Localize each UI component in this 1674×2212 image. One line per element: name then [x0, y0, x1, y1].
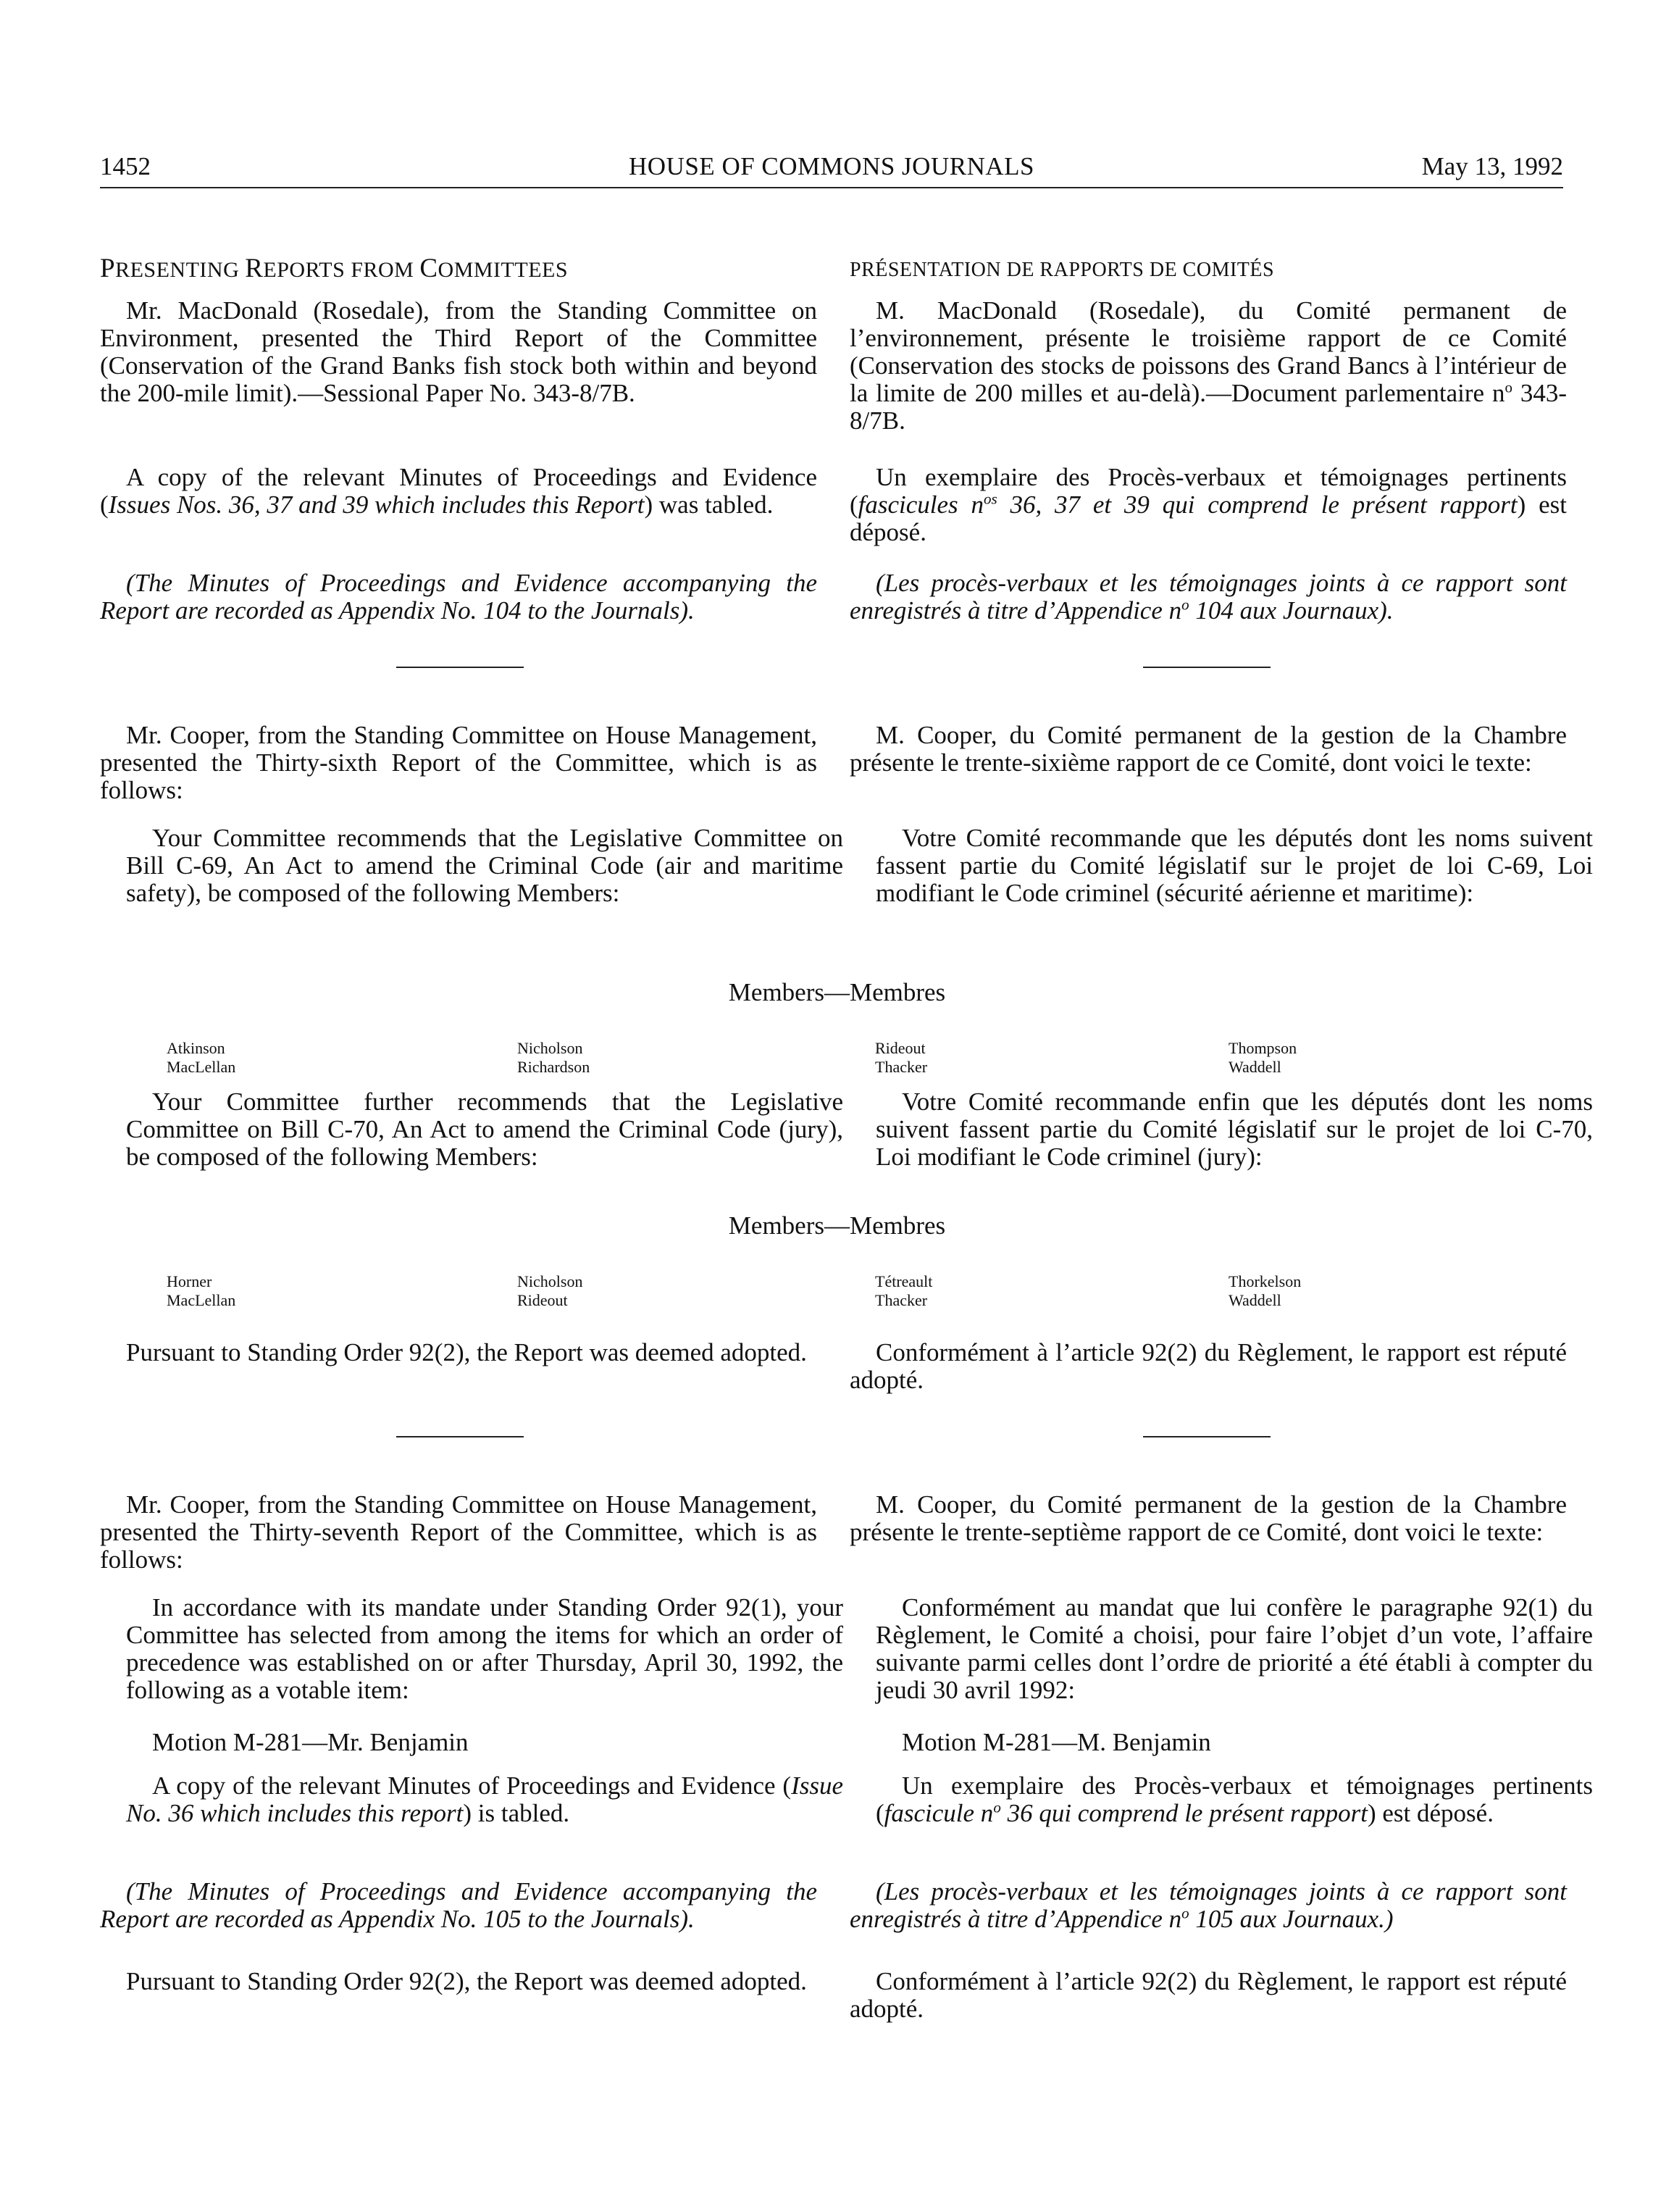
member-name: Rideout: [875, 1039, 926, 1057]
report3-fr-motion: Motion M-281—M. Benjamin: [902, 1728, 1211, 1756]
report2-en-recommendation-2: Your Committee further recommends that the Legislative Committee on Bill C-70, An Act to amend the Criminal Code (jury), be composed of the following Members:: [126, 1088, 843, 1171]
report2-fr-recommendation-1: Votre Comité recommande que les députés dont les noms suivent fassent partie du Comité législatif sur le projet de loi C-69, Loi modifiant le Code criminel (sécurité aérienne et maritime):: [876, 824, 1593, 907]
member-name: Thacker: [875, 1058, 928, 1076]
report1-fr-copy: Un exemplaire des Procès-verbaux et témoignages pertinents (fascicules $n^{os}$ 36, 37 et 39 qui comprend le présent rapport) est déposé.: [850, 463, 1567, 546]
member-name: Thorkelson: [1229, 1272, 1302, 1290]
separator-rule: [1143, 1436, 1271, 1437]
section-heading-en: PRESENTING REPORTS FROM COMMITTEES: [100, 254, 569, 283]
report1-en-copy: A copy of the relevant Minutes of Proceedings and Evidence (Issues Nos. 36, 37 and 39 which includes this Report) was tabled.: [100, 463, 817, 519]
separator-rule: [1143, 667, 1271, 668]
separator-rule: [396, 667, 524, 668]
report3-en-appendix: (The Minutes of Proceedings and Evidence accompanying the Report are recorded as Appendix No. 105 to the Journals).: [100, 1877, 817, 1933]
report3-fr-adopted: Conformément à l’article 92(2) du Règlement, le rapport est réputé adopté.: [850, 1967, 1567, 2023]
report3-fr-intro: M. Cooper, du Comité permanent de la gestion de la Chambre présente le trente-septième rapport de ce Comité, dont voici le texte:: [850, 1490, 1567, 1546]
member-name: Nicholson: [517, 1272, 583, 1290]
member-names-column: [875, 1272, 932, 1310]
report3-fr-mandate: Conformément au mandat que lui confère le paragraphe 92(1) du Règlement, le Comité a choisi, pour faire l’objet d’un vote, l’affaire suivante parmi celles dont l’ordre de priorité a été établi à compter du jeudi 30 avril 1992:: [876, 1593, 1593, 1704]
member-name: Atkinson: [167, 1039, 225, 1057]
report1-fr-main: M. MacDonald (Rosedale), du Comité permanent de l’environnement, présente le troisième rapport de ce Comité (Conservation des stocks de poissons des Grand Bancs à l’intérieur de la limite de 200 milles et au-delà).—Document parlementaire $n^o$ 343-8/7B.: [850, 296, 1567, 435]
report3-en-motion: Motion M-281—Mr. Benjamin: [152, 1728, 469, 1756]
member-names-column: [1229, 1272, 1301, 1310]
section-heading-fr: PRÉSENTATION DE RAPPORTS DE COMITÉS: [850, 259, 1275, 281]
member-name: Waddell: [1229, 1291, 1281, 1309]
member-name: Thompson: [1229, 1039, 1297, 1057]
page-date: May 13, 1992: [1421, 152, 1563, 180]
report3-fr-appendix: (Les procès-verbaux et les témoignages joints à ce rapport sont enregistrés à titre d’Appendice $n^o$ 105 aux Journaux.): [850, 1877, 1567, 1933]
report3-en-intro: Mr. Cooper, from the Standing Committee on House Management, presented the Thirty-seventh Report of the Committee, which is as follows:: [100, 1490, 817, 1574]
member-name: Rideout: [517, 1291, 568, 1309]
member-name: Horner: [167, 1272, 212, 1290]
report2-fr-recommendation-2: Votre Comité recommande enfin que les députés dont les noms suivent fassent partie du Comité législatif sur le projet de loi C-70, Loi modifiant le Code criminel (jury):: [876, 1088, 1593, 1171]
report2-fr-intro: M. Cooper, du Comité permanent de la gestion de la Chambre présente le trente-sixième rapport de ce Comité, dont voici le texte:: [850, 721, 1567, 777]
member-names-column: [517, 1039, 590, 1077]
report3-en-copy: A copy of the relevant Minutes of Proceedings and Evidence (Issue No. 36 which includes this report) is tabled.: [126, 1771, 843, 1827]
report2-en-adopted: Pursuant to Standing Order 92(2), the Report was deemed adopted.: [126, 1338, 807, 1366]
member-name: Nicholson: [517, 1039, 583, 1057]
member-names-column: [875, 1039, 927, 1077]
member-name: MacLellan: [167, 1291, 236, 1309]
report3-en-mandate: In accordance with its mandate under Standing Order 92(1), your Committee has selected from among the items for which an order of precedence was established on or after Thursday, April 30, 1992, the following as a votable item:: [126, 1593, 843, 1704]
page-number: 1452: [100, 152, 151, 180]
report3-en-adopted: Pursuant to Standing Order 92(2), the Report was deemed adopted.: [126, 1967, 807, 1995]
journal-title: HOUSE OF COMMONS JOURNALS: [629, 152, 1034, 180]
member-names-column: [517, 1272, 582, 1310]
member-names-column: [1229, 1039, 1297, 1077]
report2-en-recommendation-1: Your Committee recommends that the Legislative Committee on Bill C-69, An Act to amend the Criminal Code (air and maritime safety), be composed of the following Members:: [126, 824, 843, 907]
member-name: Thacker: [875, 1291, 928, 1309]
page-header: [100, 152, 1563, 187]
report1-fr-appendix: (Les procès-verbaux et les témoignages joints à ce rapport sont enregistrés à titre d’Appendice $n^o$ 104 aux Journaux).: [850, 569, 1567, 625]
member-name: MacLellan: [167, 1058, 236, 1076]
header-rule: [100, 187, 1563, 188]
report3-fr-copy: Un exemplaire des Procès-verbaux et témoignages pertinents (fascicule $n^o$ 36 qui comprend le présent rapport) est déposé.: [876, 1771, 1593, 1827]
report1-en-main: Mr. MacDonald (Rosedale), from the Standing Committee on Environment, presented the Third Report of the Committee (Conservation of the Grand Banks fish stock both within and beyond the 200-mile limit).—Sessional Paper No. 343-8/7B.: [100, 296, 817, 407]
report2-en-intro: Mr. Cooper, from the Standing Committee on House Management, presented the Thirty-sixth Report of the Committee, which is as follows:: [100, 721, 817, 804]
member-name: Richardson: [517, 1058, 590, 1076]
member-name: Waddell: [1229, 1058, 1281, 1076]
members-heading: Members—Membres: [728, 1211, 946, 1240]
members-heading: Members—Membres: [728, 978, 946, 1006]
separator-rule: [396, 1436, 524, 1437]
member-name: Tétreault: [875, 1272, 933, 1290]
report1-en-appendix: (The Minutes of Proceedings and Evidence accompanying the Report are recorded as Appendix No. 104 to the Journals).: [100, 569, 817, 625]
member-names-column: [167, 1039, 235, 1077]
member-names-column: [167, 1272, 235, 1310]
report2-fr-adopted: Conformément à l’article 92(2) du Règlement, le rapport est réputé adopté.: [850, 1338, 1567, 1394]
